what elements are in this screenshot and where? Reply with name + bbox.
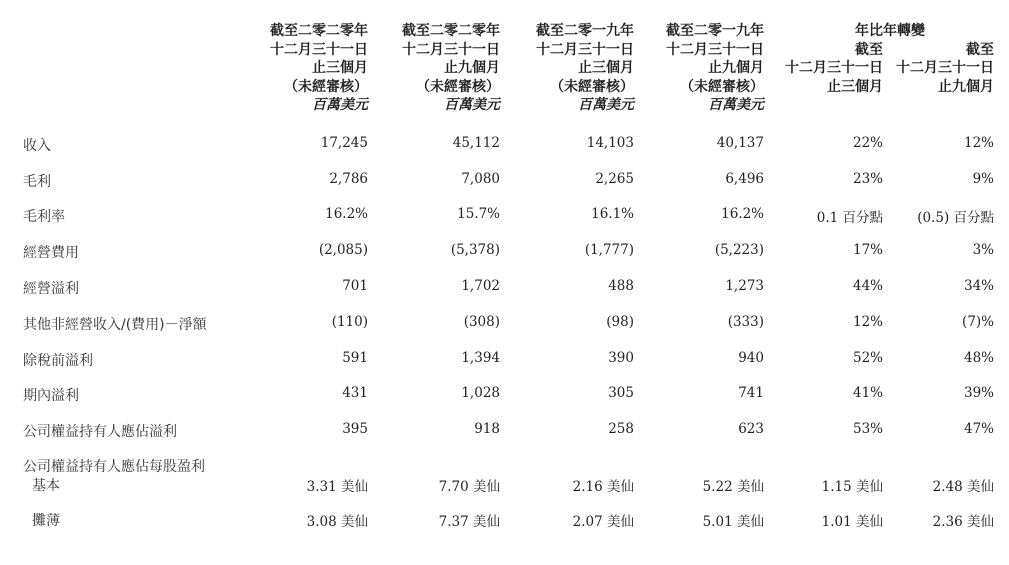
row-label: 公司權益持有人應佔每股盈利 <box>23 459 205 475</box>
table-cell: 16.2% <box>325 206 368 222</box>
table-row-gross-profit <box>0 171 1009 191</box>
table-cell: (1,777) <box>584 242 634 258</box>
table-cell: 5.22 美仙 <box>702 479 764 495</box>
column-header-line: 十二月三十一日 <box>666 41 764 58</box>
table-row-eps-basic <box>0 475 1009 495</box>
table-cell: 1,394 <box>461 350 500 366</box>
table-cell: 3.31 美仙 <box>306 479 368 495</box>
table-cell: 431 <box>342 385 368 401</box>
table-cell: 12% <box>852 314 883 330</box>
table-cell: 7.70 美仙 <box>438 479 500 495</box>
column-header-line: （未經審核） <box>284 78 368 95</box>
table-cell: 34% <box>963 278 994 294</box>
table-cell: 2,265 <box>595 171 634 187</box>
table-cell: 40,137 <box>716 135 764 151</box>
column-header-line: 十二月三十一日 <box>536 41 634 58</box>
table-row-profit-attributable <box>0 421 1009 441</box>
table-cell: (0.5) 百分點 <box>917 210 994 226</box>
column-header-line: 十二月三十一日 <box>402 41 500 58</box>
row-label: 毛利 <box>23 174 51 190</box>
column-header-line: 止九個月 <box>938 78 994 95</box>
table-cell: 395 <box>342 421 368 437</box>
table-cell: (333) <box>727 314 764 330</box>
column-header-line: （未經審核） <box>680 78 764 95</box>
column-header-line: 止三個月 <box>312 60 368 76</box>
table-row-profit-for-period <box>0 385 1009 405</box>
table-cell: 14,103 <box>586 135 634 151</box>
table-cell: 390 <box>608 350 634 366</box>
table-cell: (5,378) <box>450 242 500 258</box>
table-cell: 305 <box>608 385 634 401</box>
table-cell: (5,223) <box>714 242 764 258</box>
table-row-operating-profit <box>0 278 1009 298</box>
column-header-line: （未經審核） <box>550 78 634 95</box>
table-cell: 44% <box>852 278 883 294</box>
table-cell: 0.1 百分點 <box>816 210 883 226</box>
table-cell: (2,085) <box>318 242 368 258</box>
table-cell: 1.15 美仙 <box>821 479 883 495</box>
table-cell: 701 <box>342 278 368 294</box>
table-cell: 17% <box>852 242 883 258</box>
column-header-line: 截至 <box>855 41 883 58</box>
row-label: 攤薄 <box>32 513 60 529</box>
table-cell: 9% <box>972 171 994 187</box>
table-cell: 2.07 美仙 <box>572 514 634 530</box>
table-cell: 2.48 美仙 <box>932 479 994 495</box>
table-cell: 16.1% <box>591 206 634 222</box>
table-cell: 1,028 <box>461 385 500 401</box>
table-cell: 52% <box>852 350 883 366</box>
table-cell: 2.36 美仙 <box>932 514 994 530</box>
table-cell: 3% <box>972 242 994 258</box>
row-label: 除稅前溢利 <box>23 353 93 369</box>
table-cell: 2,786 <box>329 171 368 187</box>
table-row-operating-expenses <box>0 242 1009 262</box>
column-header-line: 截至二零二零年 <box>270 23 368 39</box>
table-cell: 45,112 <box>452 135 500 151</box>
column-header-line: 十二月三十一日 <box>896 60 994 76</box>
table-cell: 23% <box>852 171 883 187</box>
table-cell: 53% <box>852 421 883 437</box>
table-cell: 15.7% <box>457 206 500 222</box>
row-label: 收入 <box>23 138 51 154</box>
column-header-line: （未經審核） <box>416 78 500 95</box>
table-cell: 3.08 美仙 <box>306 514 368 530</box>
table-cell: 2.16 美仙 <box>572 479 634 495</box>
table-cell: (110) <box>331 314 368 330</box>
column-header-unit: 百萬美元 <box>708 97 764 113</box>
column-header-line: 止三個月 <box>827 78 883 95</box>
table-cell: 7.37 美仙 <box>438 514 500 530</box>
column-header-1 <box>270 22 368 115</box>
table-cell: (308) <box>463 314 500 330</box>
yoy-change-title: 年比年轉變 <box>855 23 925 39</box>
table-cell: 1,273 <box>725 278 764 294</box>
column-header-line: 截至二零二零年 <box>402 23 500 39</box>
table-cell: 22% <box>852 135 883 151</box>
column-header-3 <box>536 22 634 115</box>
column-header-line: 截至 <box>966 41 994 58</box>
table-cell: 258 <box>608 421 634 437</box>
row-label: 期內溢利 <box>23 388 79 404</box>
table-cell: 940 <box>738 350 764 366</box>
column-header-2 <box>402 22 500 115</box>
table-cell: 741 <box>738 385 764 401</box>
row-label: 經營溢利 <box>23 281 79 297</box>
table-cell: 591 <box>342 350 368 366</box>
table-row-other-non-operating <box>0 314 1009 334</box>
column-header-line: 止三個月 <box>578 60 634 76</box>
column-header-5 <box>785 41 883 97</box>
table-cell: 918 <box>474 421 500 437</box>
table-row-gross-margin <box>0 206 1009 226</box>
table-row-revenue <box>0 135 1009 155</box>
row-label: 毛利率 <box>23 209 65 225</box>
table-cell: 41% <box>852 385 883 401</box>
row-label: 其他非經營收入/(費用)－淨額 <box>23 317 207 333</box>
table-cell: 6,496 <box>725 171 764 187</box>
table-row-profit-before-tax <box>0 350 1009 370</box>
row-label: 基本 <box>32 478 60 494</box>
table-row-eps-heading <box>0 456 1009 476</box>
table-row-eps-diluted <box>0 510 1009 530</box>
table-cell: 39% <box>963 385 994 401</box>
column-header-unit: 百萬美元 <box>312 97 368 113</box>
table-cell: 7,080 <box>461 171 500 187</box>
table-cell: 48% <box>963 350 994 366</box>
table-cell: 16.2% <box>721 206 764 222</box>
column-header-4 <box>666 22 764 115</box>
table-cell: 623 <box>738 421 764 437</box>
column-header-unit: 百萬美元 <box>578 97 634 113</box>
column-header-line: 十二月三十一日 <box>785 60 883 76</box>
column-header-line: 截至二零一九年 <box>536 23 634 39</box>
table-cell: 5.01 美仙 <box>702 514 764 530</box>
table-cell: (98) <box>606 314 634 330</box>
table-cell: 1,702 <box>461 278 500 294</box>
column-header-line: 止九個月 <box>708 60 764 76</box>
column-header-line: 截至二零一九年 <box>666 23 764 39</box>
column-header-line: 十二月三十一日 <box>270 41 368 58</box>
column-header-unit: 百萬美元 <box>444 97 500 113</box>
table-cell: 47% <box>963 421 994 437</box>
row-label: 公司權益持有人應佔溢利 <box>23 424 177 440</box>
table-cell: 17,245 <box>320 135 368 151</box>
column-header-6 <box>896 41 994 97</box>
row-label: 經營費用 <box>23 245 79 261</box>
column-header-line: 止九個月 <box>444 60 500 76</box>
table-cell: 12% <box>963 135 994 151</box>
table-cell: 1.01 美仙 <box>821 514 883 530</box>
table-cell: (7)% <box>962 314 994 330</box>
table-cell: 488 <box>608 278 634 294</box>
